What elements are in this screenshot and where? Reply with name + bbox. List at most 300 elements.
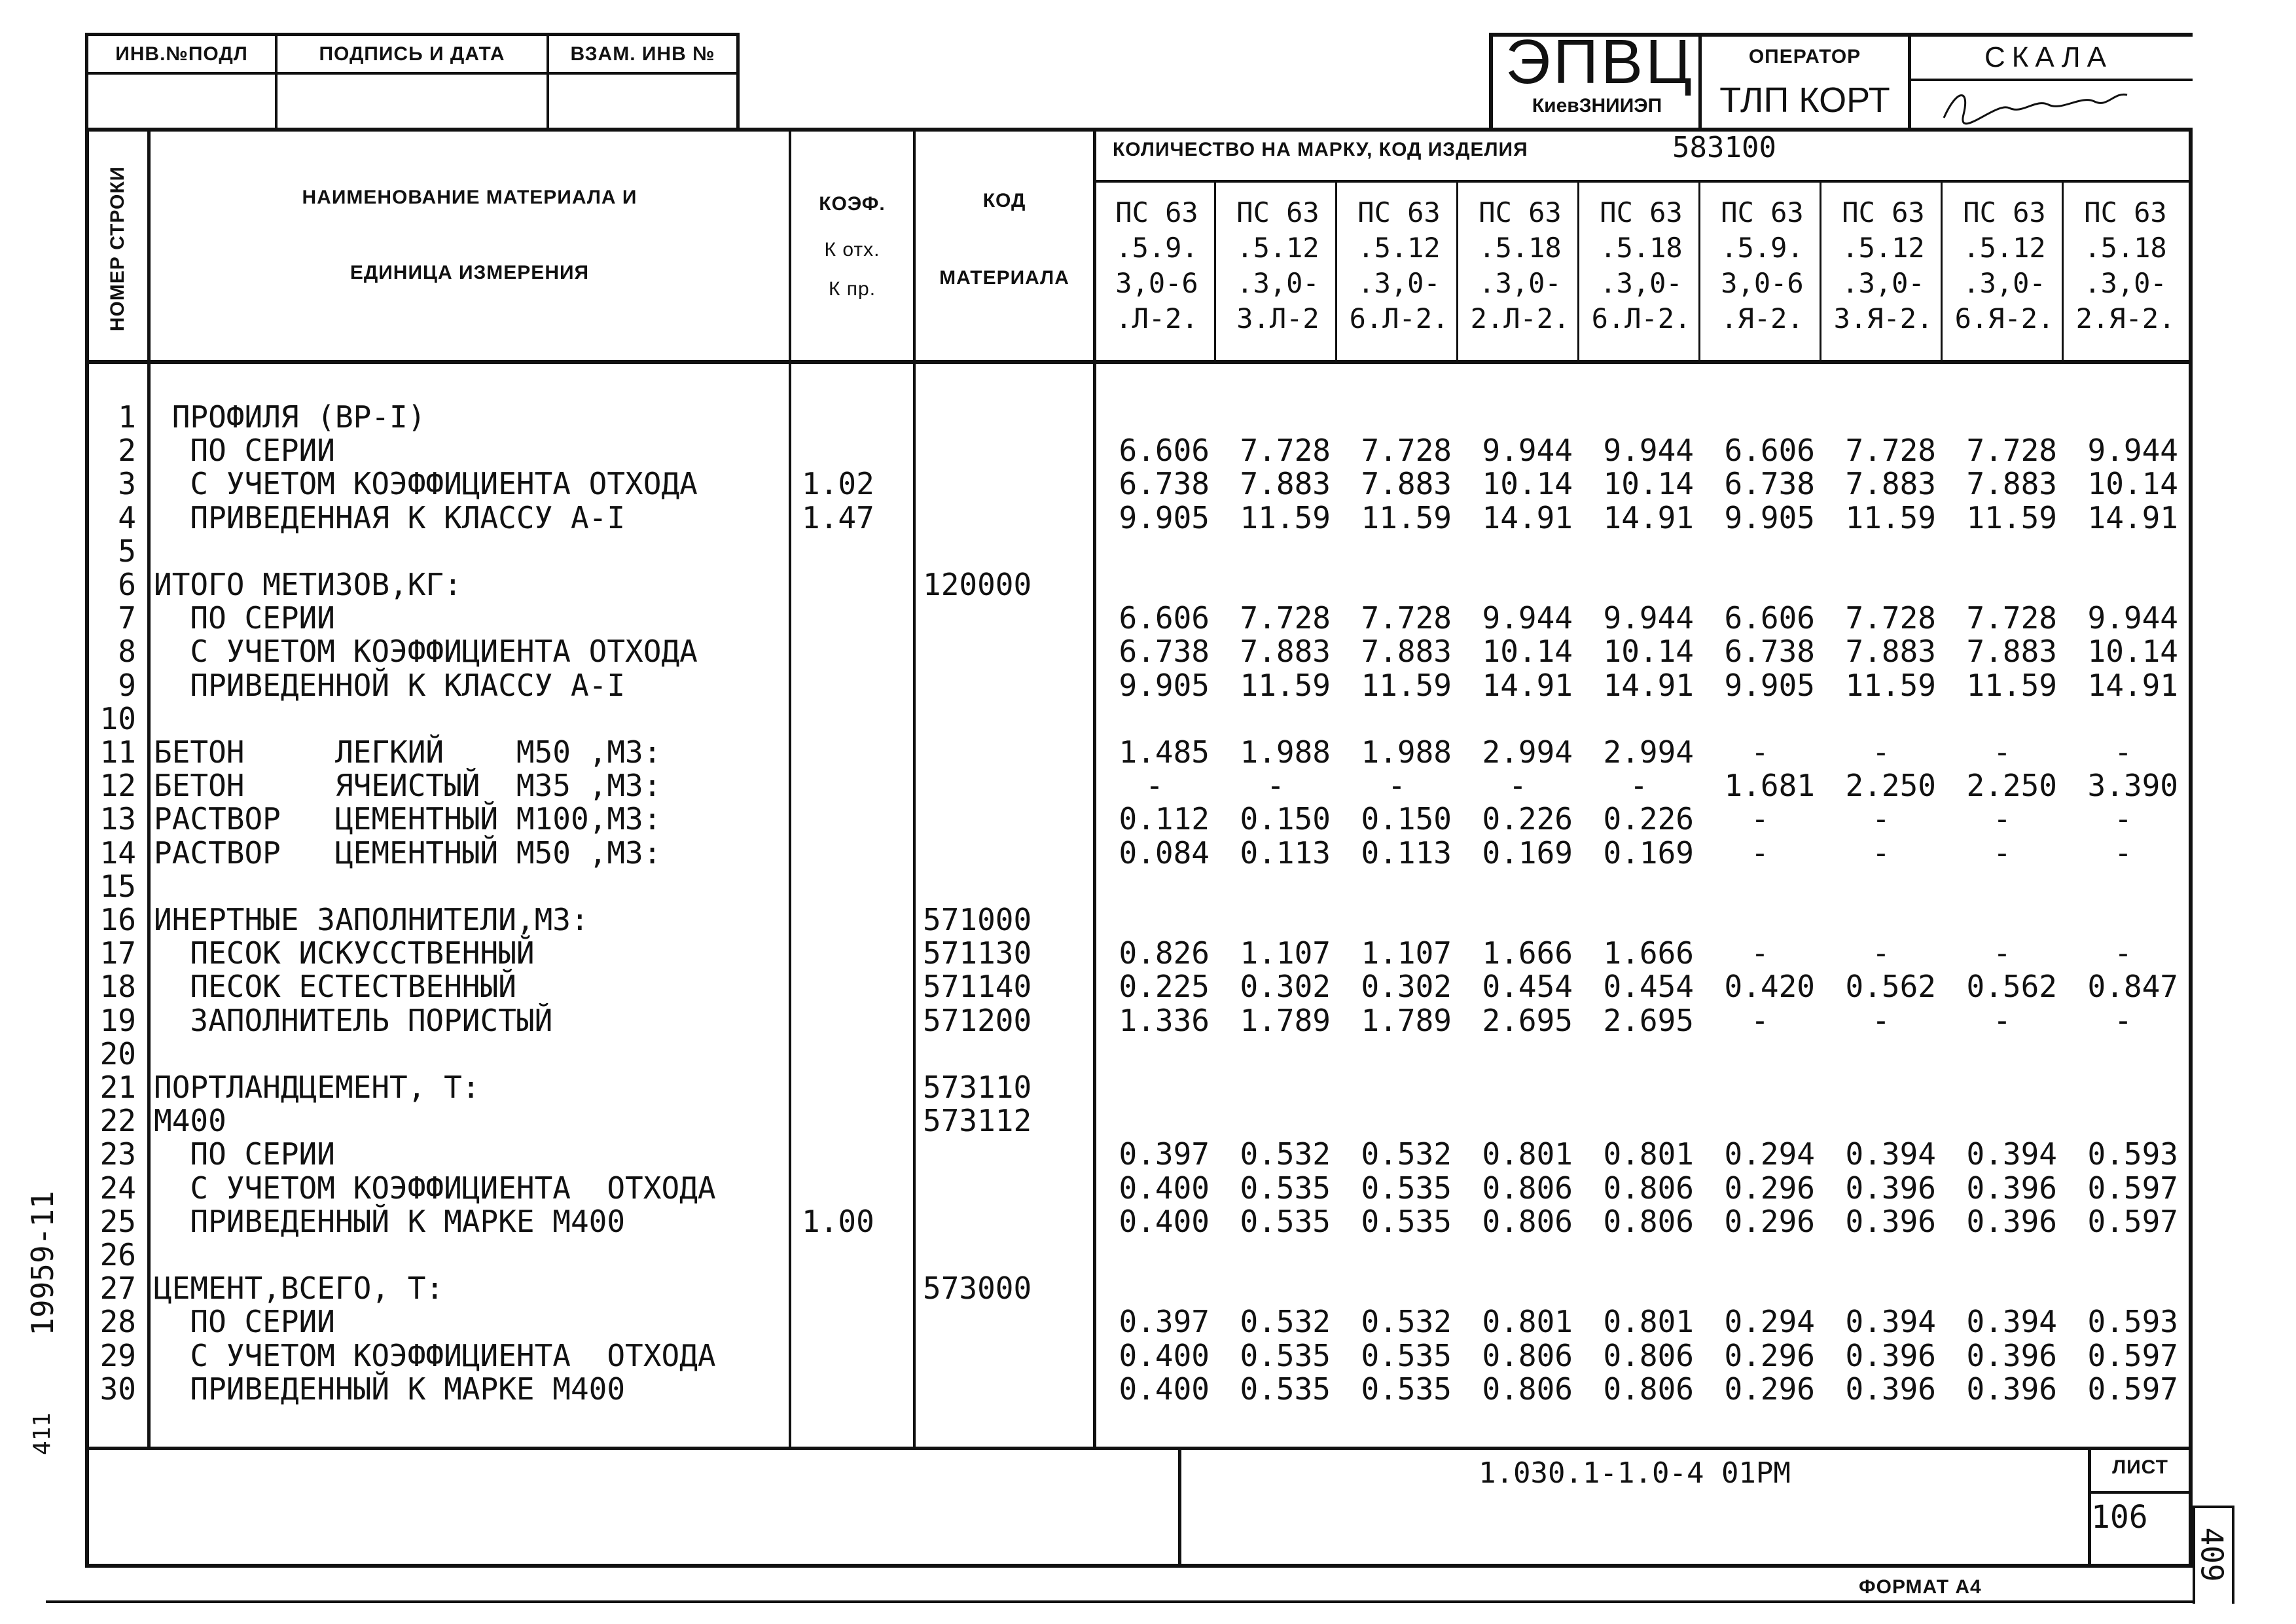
quantity-value bbox=[1342, 1038, 1452, 1071]
quantity-value bbox=[1584, 535, 1694, 568]
material-name: ИТОГО МЕТИЗОВ,КГ: bbox=[154, 567, 462, 602]
material-name: М400 bbox=[154, 1103, 226, 1138]
row-number: 7 bbox=[118, 600, 136, 636]
coefficient bbox=[802, 970, 906, 1003]
row-number: 8 bbox=[118, 634, 136, 669]
material-name: БЕТОН ЯЧЕИСТЫЙ М35 ,М3: bbox=[154, 768, 662, 803]
quantity-value bbox=[1826, 535, 1936, 568]
mark-header-line: 6.Я-2. bbox=[1954, 302, 2054, 334]
material-code bbox=[923, 870, 1086, 903]
material-name: ИНЕРТНЫЕ ЗАПОЛНИТЕЛИ,М3: bbox=[154, 902, 589, 937]
quantity-value bbox=[1100, 702, 1210, 736]
mark-header-line: .3,0- bbox=[1236, 267, 1319, 299]
quantity-value bbox=[1221, 1238, 1331, 1272]
row-number: 12 bbox=[99, 768, 136, 803]
row-number: 4 bbox=[118, 500, 136, 535]
quantity-value bbox=[1100, 1238, 1210, 1272]
quantity-value: 0.394 bbox=[1966, 1136, 2057, 1172]
mark-header-line: .5.12 bbox=[1842, 232, 1925, 264]
coefficient bbox=[802, 1172, 906, 1205]
quantity-value: - bbox=[1993, 835, 2011, 871]
quantity-value: 1.107 bbox=[1361, 935, 1452, 971]
quantity-value: 9.905 bbox=[1724, 500, 1815, 535]
material-name: ПО СЕРИИ bbox=[154, 600, 335, 636]
side-page-number: 409 bbox=[2195, 1527, 2230, 1582]
coefficient bbox=[802, 837, 906, 870]
coefficient bbox=[802, 769, 906, 803]
quantity-value: 1.336 bbox=[1119, 1003, 1210, 1038]
material-name: БЕТОН ЛЕГКИЙ М50 ,М3: bbox=[154, 734, 662, 770]
quantity-value: 6.738 bbox=[1119, 634, 1210, 669]
quantity-value: 0.532 bbox=[1361, 1136, 1452, 1172]
quantity-value: - bbox=[1751, 1003, 1769, 1038]
quantity-value bbox=[1705, 1071, 1815, 1104]
quantity-value: 14.91 bbox=[2087, 668, 2178, 703]
coefficient: 1.00 bbox=[802, 1204, 874, 1239]
quantity-value bbox=[1826, 903, 1936, 937]
mark-header-line: .5.18 bbox=[2084, 232, 2167, 264]
quantity-value bbox=[2068, 1104, 2178, 1138]
mark-header-line: ПС 63 bbox=[1963, 196, 2046, 228]
quantity-value bbox=[1705, 1104, 1815, 1138]
coefficient bbox=[802, 1305, 906, 1339]
quantity-value bbox=[1826, 702, 1936, 736]
coefficient bbox=[802, 1138, 906, 1171]
mark-header-line: ПС 63 bbox=[2084, 196, 2167, 228]
material-name: ПОРТЛАНДЦЕМЕНТ, Т: bbox=[154, 1070, 480, 1105]
quantity-value: 2.994 bbox=[1482, 734, 1573, 770]
quantity-value: 0.400 bbox=[1119, 1371, 1210, 1407]
quantity-value: 7.883 bbox=[1845, 466, 1936, 501]
quantity-value: 7.728 bbox=[1966, 433, 2057, 468]
quantity-value bbox=[1221, 1272, 1331, 1305]
quantity-value: 0.806 bbox=[1482, 1338, 1573, 1373]
quantity-value: 6.738 bbox=[1119, 466, 1210, 501]
row-number: 17 bbox=[99, 935, 136, 971]
quantity-value: 11.59 bbox=[1845, 500, 1936, 535]
quantity-value: 2.695 bbox=[1482, 1003, 1573, 1038]
quantity-value: 0.226 bbox=[1603, 801, 1694, 837]
coefficient bbox=[802, 702, 906, 736]
sheet-number: 106 bbox=[2091, 1499, 2148, 1536]
quantity-value bbox=[1584, 1038, 1694, 1071]
quantity-value: 7.883 bbox=[1845, 634, 1936, 669]
mark-header-line: 3.Я-2. bbox=[1833, 302, 1933, 334]
quantity-value: - bbox=[1630, 768, 1648, 803]
quantity-value bbox=[1947, 1038, 2057, 1071]
material-code bbox=[923, 434, 1086, 467]
material-code: 573112 bbox=[923, 1103, 1032, 1138]
coefficient bbox=[802, 903, 906, 937]
row-number: 29 bbox=[99, 1338, 136, 1373]
mark-header-line: 3,0-6 bbox=[1115, 267, 1198, 299]
coefficient bbox=[802, 1071, 906, 1104]
row-number: 21 bbox=[99, 1070, 136, 1105]
coefficient bbox=[802, 1339, 906, 1373]
quantity-value: 0.801 bbox=[1482, 1136, 1573, 1172]
quantity-value bbox=[1584, 568, 1694, 602]
quantity-value: 14.91 bbox=[1482, 500, 1573, 535]
format-label: ФОРМАТ А4 bbox=[1859, 1576, 1982, 1598]
quantity-value: 0.400 bbox=[1119, 1204, 1210, 1239]
quantity-value bbox=[1463, 535, 1573, 568]
quantity-value: - bbox=[1993, 935, 2011, 971]
quantity-value bbox=[1342, 535, 1452, 568]
quantity-value: 0.294 bbox=[1724, 1304, 1815, 1339]
mark-header-line: 6.Л-2. bbox=[1591, 302, 1691, 334]
mark-header-line: .5.9. bbox=[1115, 232, 1198, 264]
quantity-value bbox=[1584, 903, 1694, 937]
quantity-value bbox=[1826, 568, 1936, 602]
quantity-value: - bbox=[1993, 1003, 2011, 1038]
quantity-value: - bbox=[2114, 801, 2132, 837]
quantity-value: 0.302 bbox=[1240, 969, 1331, 1004]
coefficient bbox=[802, 401, 906, 434]
quantity-value: 0.169 bbox=[1603, 835, 1694, 871]
material-name: ПО СЕРИИ bbox=[154, 1304, 335, 1339]
quantity-value: - bbox=[1872, 1003, 1890, 1038]
quantity-value bbox=[1342, 1272, 1452, 1305]
mark-header-line: 3.Л-2 bbox=[1236, 302, 1319, 334]
quantity-value: 10.14 bbox=[1603, 466, 1694, 501]
quantity-value: 7.728 bbox=[1240, 433, 1331, 468]
row-number: 25 bbox=[99, 1204, 136, 1239]
material-code bbox=[923, 736, 1086, 769]
quantity-value bbox=[1705, 702, 1815, 736]
quantity-value bbox=[1584, 401, 1694, 434]
quantity-value: 0.535 bbox=[1361, 1204, 1452, 1239]
mark-header-line: 3,0-6 bbox=[1721, 267, 1804, 299]
quantity-value bbox=[1947, 870, 2057, 903]
quantity-value: 0.847 bbox=[2087, 969, 2178, 1004]
coefficient bbox=[802, 635, 906, 668]
material-name: ПРОФИЛЯ (ВР-I) bbox=[154, 399, 426, 435]
row-number: 5 bbox=[118, 533, 136, 569]
quantity-value bbox=[1826, 870, 1936, 903]
quantity-value: 0.562 bbox=[1845, 969, 1936, 1004]
quantity-value: - bbox=[2114, 835, 2132, 871]
quantity-value bbox=[1221, 903, 1331, 937]
quantity-value bbox=[1463, 903, 1573, 937]
quantity-value bbox=[1342, 1071, 1452, 1104]
quantity-value: 9.944 bbox=[2087, 600, 2178, 636]
system-name: СКАЛА bbox=[1984, 41, 2113, 73]
quantity-value bbox=[1826, 1104, 1936, 1138]
quantity-value: 7.728 bbox=[1361, 433, 1452, 468]
quantity-value bbox=[2068, 903, 2178, 937]
name-header-1: НАИМЕНОВАНИЕ МАТЕРИАЛА И bbox=[302, 187, 637, 208]
material-name: ПЕСОК ЕСТЕСТВЕННЫЙ bbox=[154, 969, 516, 1004]
quantity-value: 1.789 bbox=[1361, 1003, 1452, 1038]
coef-header-1: КОЭФ. bbox=[819, 193, 886, 215]
quantity-value: 0.801 bbox=[1603, 1136, 1694, 1172]
quantity-value: 9.905 bbox=[1724, 668, 1815, 703]
quantity-value: 0.397 bbox=[1119, 1304, 1210, 1339]
material-name: С УЧЕТОМ КОЭФФИЦИЕНТА ОТХОДА bbox=[154, 1338, 716, 1373]
mark-header-line: .5.12 bbox=[1357, 232, 1441, 264]
coefficient bbox=[802, 736, 906, 769]
quantity-value: 0.084 bbox=[1119, 835, 1210, 871]
quantity-value: 0.396 bbox=[1966, 1371, 2057, 1407]
quantity-value bbox=[1221, 1104, 1331, 1138]
quantity-value: 11.59 bbox=[1845, 668, 1936, 703]
quantity-value: - bbox=[1388, 768, 1406, 803]
quantity-value bbox=[1100, 568, 1210, 602]
quantity-value: 10.14 bbox=[1482, 466, 1573, 501]
material-code: 571200 bbox=[923, 1003, 1032, 1038]
quantity-value bbox=[1342, 702, 1452, 736]
quantity-value: 0.169 bbox=[1482, 835, 1573, 871]
quantity-value: 0.535 bbox=[1240, 1338, 1331, 1373]
quantity-value bbox=[1947, 702, 2057, 736]
material-name: ПО СЕРИИ bbox=[154, 433, 335, 468]
row-number: 13 bbox=[99, 801, 136, 837]
material-name: ЦЕМЕНТ,ВСЕГО, Т: bbox=[154, 1271, 444, 1306]
material-code bbox=[923, 1172, 1086, 1205]
material-code bbox=[923, 1038, 1086, 1071]
material-code bbox=[923, 1138, 1086, 1171]
row-number: 10 bbox=[99, 701, 136, 736]
quantity-value: 0.396 bbox=[1966, 1338, 2057, 1373]
quantity-value bbox=[1463, 1238, 1573, 1272]
quantity-value bbox=[1463, 568, 1573, 602]
quantity-value: 6.606 bbox=[1119, 600, 1210, 636]
quantity-value: 2.250 bbox=[1966, 768, 2057, 803]
quantity-value: 0.394 bbox=[1845, 1304, 1936, 1339]
quantity-value: 0.454 bbox=[1603, 969, 1694, 1004]
row-number: 2 bbox=[118, 433, 136, 468]
quantity-value: 0.397 bbox=[1119, 1136, 1210, 1172]
coefficient: 1.02 bbox=[802, 466, 874, 501]
mark-header-line: .3,0- bbox=[1963, 267, 2046, 299]
quantity-value bbox=[1463, 401, 1573, 434]
quantity-value bbox=[1947, 568, 2057, 602]
quantity-value bbox=[1342, 401, 1452, 434]
quantity-value bbox=[1342, 1104, 1452, 1138]
quantity-value: 0.597 bbox=[2087, 1170, 2178, 1206]
quantity-value bbox=[1463, 870, 1573, 903]
quantity-value: 9.944 bbox=[1603, 600, 1694, 636]
quantity-value: 0.226 bbox=[1482, 801, 1573, 837]
mark-header-line: .Я-2. bbox=[1721, 302, 1804, 334]
quantity-value: 7.883 bbox=[1966, 466, 2057, 501]
quantity-value: 9.905 bbox=[1119, 500, 1210, 535]
quantity-value: - bbox=[2114, 734, 2132, 770]
quantity-value bbox=[1221, 1071, 1331, 1104]
row-number: 20 bbox=[99, 1036, 136, 1072]
quantity-value: 0.535 bbox=[1240, 1371, 1331, 1407]
material-code bbox=[923, 401, 1086, 434]
quantity-value: 0.532 bbox=[1240, 1136, 1331, 1172]
quantity-value bbox=[1463, 1104, 1573, 1138]
coefficient bbox=[802, 1038, 906, 1071]
qty-header: КОЛИЧЕСТВО НА МАРКУ, КОД ИЗДЕЛИЯ bbox=[1113, 139, 1528, 160]
quantity-value: 9.944 bbox=[1603, 433, 1694, 468]
quantity-value bbox=[1100, 903, 1210, 937]
quantity-value bbox=[1463, 1071, 1573, 1104]
coef-header-3: К пр. bbox=[828, 278, 876, 300]
quantity-value: 0.400 bbox=[1119, 1338, 1210, 1373]
quantity-value bbox=[1100, 401, 1210, 434]
quantity-value: - bbox=[1872, 801, 1890, 837]
quantity-value bbox=[1584, 1238, 1694, 1272]
quantity-value bbox=[1221, 535, 1331, 568]
row-number: 28 bbox=[99, 1304, 136, 1339]
name-header-2: ЕДИНИЦА ИЗМЕРЕНИЯ bbox=[350, 262, 590, 283]
quantity-value: 11.59 bbox=[1966, 668, 2057, 703]
mark-header-line: .Л-2. bbox=[1115, 302, 1198, 334]
material-name: ПРИВЕДЕННЫЙ К МАРКЕ М400 bbox=[154, 1204, 626, 1239]
quantity-value: - bbox=[1751, 734, 1769, 770]
signature-icon bbox=[1937, 82, 2134, 128]
quantity-value: 0.535 bbox=[1240, 1204, 1331, 1239]
quantity-value: - bbox=[1509, 768, 1527, 803]
quantity-value: 1.789 bbox=[1240, 1003, 1331, 1038]
mark-header-line: ПС 63 bbox=[1842, 196, 1925, 228]
quantity-value bbox=[1342, 568, 1452, 602]
quantity-value: 0.396 bbox=[1845, 1170, 1936, 1206]
quantity-value: 0.150 bbox=[1361, 801, 1452, 837]
quantity-value bbox=[1584, 702, 1694, 736]
quantity-value: 0.294 bbox=[1724, 1136, 1815, 1172]
quantity-value: 7.883 bbox=[1361, 634, 1452, 669]
quantity-value: 0.535 bbox=[1240, 1170, 1331, 1206]
quantity-value bbox=[1584, 1272, 1694, 1305]
quantity-value bbox=[1705, 568, 1815, 602]
coefficient bbox=[802, 1238, 906, 1272]
quantity-value: 0.296 bbox=[1724, 1371, 1815, 1407]
mark-header-line: .3,0- bbox=[1357, 267, 1441, 299]
quantity-value: 1.681 bbox=[1724, 768, 1815, 803]
quantity-value bbox=[1463, 702, 1573, 736]
row-number: 1 bbox=[118, 399, 136, 435]
mark-header-line: 6.Л-2. bbox=[1349, 302, 1449, 334]
quantity-value bbox=[1342, 870, 1452, 903]
left-margin-number: 411 bbox=[29, 1412, 56, 1455]
quantity-value: 14.91 bbox=[1482, 668, 1573, 703]
quantity-value bbox=[1100, 535, 1210, 568]
quantity-value: 0.396 bbox=[1845, 1371, 1936, 1407]
quantity-value bbox=[1342, 903, 1452, 937]
quantity-value: 0.225 bbox=[1119, 969, 1210, 1004]
quantity-value: 0.112 bbox=[1119, 801, 1210, 837]
quantity-value bbox=[1100, 1104, 1210, 1138]
quantity-value: 1.666 bbox=[1603, 935, 1694, 971]
quantity-value: - bbox=[1993, 801, 2011, 837]
quantity-value bbox=[1947, 903, 2057, 937]
quantity-value: 2.695 bbox=[1603, 1003, 1694, 1038]
quantity-value: 0.113 bbox=[1240, 835, 1331, 871]
material-code: 120000 bbox=[923, 567, 1032, 602]
material-code bbox=[923, 769, 1086, 803]
material-name: ПРИВЕДЕННОЙ К КЛАССУ А-I bbox=[154, 668, 626, 703]
row-number: 27 bbox=[99, 1271, 136, 1306]
quantity-value bbox=[2068, 401, 2178, 434]
row-number: 18 bbox=[99, 969, 136, 1004]
quantity-value: - bbox=[1751, 801, 1769, 837]
org-name: ЭПВЦ bbox=[1505, 27, 1695, 97]
mark-header-line: ПС 63 bbox=[1479, 196, 1562, 228]
quantity-value: 6.606 bbox=[1119, 433, 1210, 468]
quantity-value: 0.296 bbox=[1724, 1204, 1815, 1239]
quantity-value bbox=[1947, 1071, 2057, 1104]
material-name bbox=[154, 1238, 782, 1272]
quantity-value: 0.535 bbox=[1361, 1371, 1452, 1407]
material-name bbox=[154, 702, 782, 736]
quantity-value bbox=[1100, 870, 1210, 903]
quantity-value: 0.806 bbox=[1482, 1170, 1573, 1206]
quantity-value bbox=[1826, 401, 1936, 434]
quantity-value: - bbox=[1145, 768, 1164, 803]
quantity-value: 0.302 bbox=[1361, 969, 1452, 1004]
coefficient bbox=[802, 434, 906, 467]
row-number: 23 bbox=[99, 1136, 136, 1172]
material-code bbox=[923, 669, 1086, 702]
quantity-value bbox=[1221, 568, 1331, 602]
quantity-value bbox=[1947, 1238, 2057, 1272]
mark-header-line: ПС 63 bbox=[1600, 196, 1683, 228]
left-margin-code: 19959-11 bbox=[25, 1191, 60, 1336]
material-name: ПРИВЕДЕННАЯ К КЛАССУ А-I bbox=[154, 500, 626, 535]
material-name bbox=[154, 535, 782, 568]
quantity-value: 14.91 bbox=[2087, 500, 2178, 535]
quantity-value bbox=[1584, 870, 1694, 903]
quantity-value: 6.606 bbox=[1724, 600, 1815, 636]
mark-header-line: ПС 63 bbox=[1357, 196, 1441, 228]
quantity-value: - bbox=[1872, 935, 1890, 971]
row-number: 22 bbox=[99, 1103, 136, 1138]
material-name: С УЧЕТОМ КОЭФФИЦИЕНТА ОТХОДА bbox=[154, 1170, 716, 1206]
mark-header-line: .5.18 bbox=[1600, 232, 1683, 264]
quantity-value bbox=[1826, 1071, 1936, 1104]
quantity-value bbox=[2068, 870, 2178, 903]
material-name: ПО СЕРИИ bbox=[154, 1136, 335, 1172]
coefficient bbox=[802, 1004, 906, 1038]
operator-label: ОПЕРАТОР bbox=[1748, 46, 1861, 67]
quantity-value: 7.728 bbox=[1361, 600, 1452, 636]
quantity-value bbox=[1705, 870, 1815, 903]
material-code: 571130 bbox=[923, 935, 1032, 971]
quantity-value: 0.296 bbox=[1724, 1338, 1815, 1373]
quantity-value: 0.535 bbox=[1361, 1170, 1452, 1206]
quantity-value: 6.738 bbox=[1724, 466, 1815, 501]
quantity-value: - bbox=[1872, 734, 1890, 770]
material-name: С УЧЕТОМ КОЭФФИЦИЕНТА ОТХОДА bbox=[154, 466, 698, 501]
quantity-value bbox=[1826, 1038, 1936, 1071]
material-code bbox=[923, 702, 1086, 736]
quantity-value bbox=[1463, 1272, 1573, 1305]
quantity-value bbox=[2068, 1038, 2178, 1071]
quantity-value: 7.883 bbox=[1240, 466, 1331, 501]
material-name: РАСТВОР ЦЕМЕНТНЫЙ М100,М3: bbox=[154, 801, 662, 837]
quantity-value: 0.806 bbox=[1482, 1204, 1573, 1239]
quantity-value: 1.107 bbox=[1240, 935, 1331, 971]
row-number: 14 bbox=[99, 835, 136, 871]
quantity-value bbox=[1705, 1238, 1815, 1272]
quantity-value: 0.396 bbox=[1845, 1338, 1936, 1373]
coefficient bbox=[802, 1272, 906, 1305]
quantity-value: 0.597 bbox=[2087, 1204, 2178, 1239]
quantity-value bbox=[2068, 1238, 2178, 1272]
coefficient bbox=[802, 1373, 906, 1406]
quantity-value: 6.738 bbox=[1724, 634, 1815, 669]
quantity-value bbox=[2068, 568, 2178, 602]
quantity-value bbox=[1221, 870, 1331, 903]
quantity-value: 0.113 bbox=[1361, 835, 1452, 871]
quantity-value bbox=[1221, 401, 1331, 434]
quantity-value: 9.905 bbox=[1119, 668, 1210, 703]
material-code bbox=[923, 1339, 1086, 1373]
